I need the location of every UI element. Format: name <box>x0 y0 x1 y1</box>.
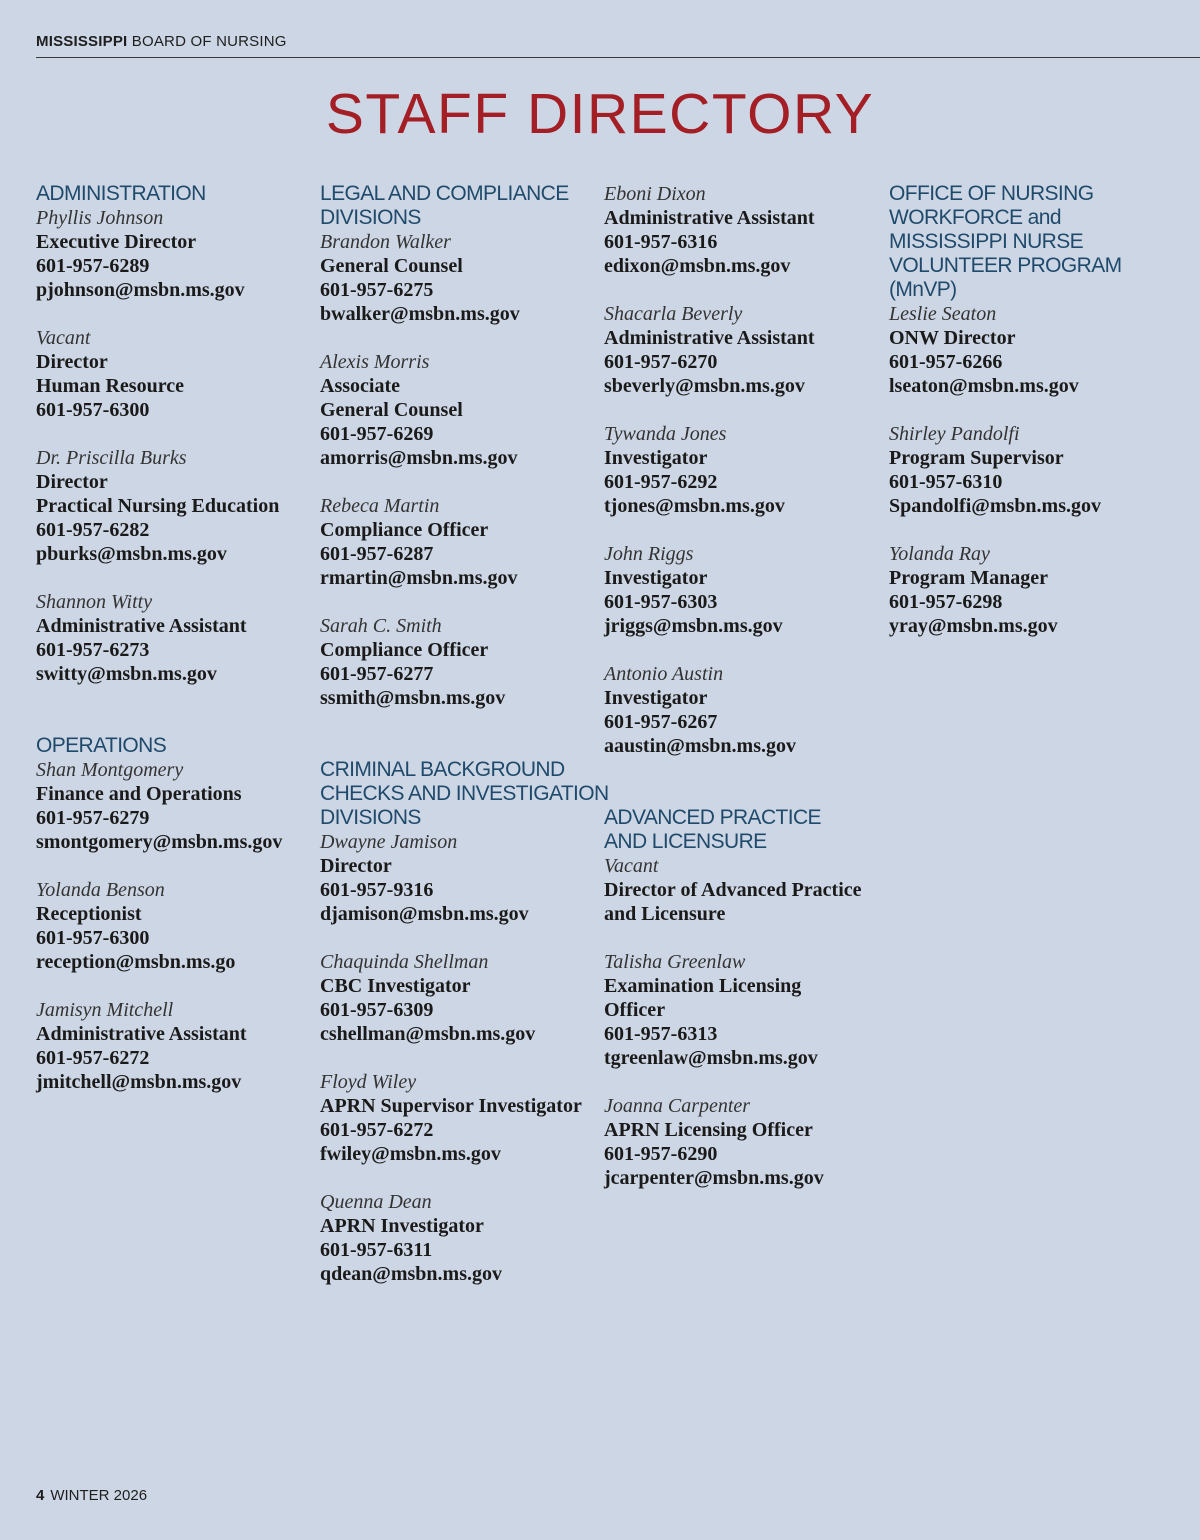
staff-name: Eboni Dixon <box>604 183 706 205</box>
staff-entry <box>320 230 610 326</box>
staff-phone[interactable]: 601-957-6275 <box>320 279 434 301</box>
staff-phone[interactable]: 601-957-6298 <box>889 591 1003 613</box>
staff-phone[interactable]: 601-957-6282 <box>36 519 150 541</box>
staff-email[interactable]: amorris@msbn.ms.gov <box>320 447 518 469</box>
issue-label: WINTER 2026 <box>50 1487 148 1504</box>
staff-title: Program Manager <box>889 567 1049 589</box>
staff-title: Investigator <box>604 567 708 589</box>
staff-phone[interactable]: 601-957-6303 <box>604 591 718 613</box>
directory-section <box>36 182 326 686</box>
staff-email[interactable]: smontgomery@msbn.ms.gov <box>36 831 283 853</box>
staff-title: Director <box>320 855 392 877</box>
staff-email[interactable]: reception@msbn.ms.go <box>36 951 236 973</box>
staff-name: Leslie Seaton <box>889 303 997 325</box>
staff-entry <box>604 1094 894 1190</box>
staff-name: Shirley Pandolfi <box>889 423 1020 445</box>
section-heading: MISSISSIPPI NURSE <box>889 230 1084 253</box>
staff-email[interactable]: bwalker@msbn.ms.gov <box>320 303 520 325</box>
staff-phone[interactable]: 601-957-6266 <box>889 351 1003 373</box>
section-spacer <box>604 758 894 806</box>
entry-spacer <box>320 326 610 350</box>
entry-spacer <box>889 398 1179 422</box>
staff-name: Antonio Austin <box>604 663 724 685</box>
staff-phone[interactable]: 601-957-6316 <box>604 231 718 253</box>
staff-email[interactable]: sbeverly@msbn.ms.gov <box>604 375 805 397</box>
masthead <box>36 33 1200 58</box>
staff-title: Finance and Operations <box>36 783 242 805</box>
directory-column-4 <box>889 182 1179 638</box>
section-heading: OFFICE OF NURSING <box>889 182 1094 205</box>
staff-name: Brandon Walker <box>320 231 451 253</box>
staff-entry <box>604 950 894 1070</box>
staff-entry <box>604 302 894 398</box>
staff-phone[interactable]: 601-957-6311 <box>320 1239 433 1261</box>
directory-section <box>320 182 610 710</box>
staff-title: Administrative Assistant <box>36 1023 247 1045</box>
staff-title: Director <box>36 471 108 493</box>
staff-name: John Riggs <box>604 543 694 565</box>
staff-entry <box>604 542 894 638</box>
staff-entry <box>36 206 326 302</box>
board-name: BOARD OF NURSING <box>131 33 287 50</box>
section-heading: ADVANCED PRACTICE <box>604 806 821 829</box>
staff-name: Jamisyn Mitchell <box>36 999 174 1021</box>
staff-email[interactable]: jriggs@msbn.ms.gov <box>604 615 783 637</box>
staff-entry <box>320 1190 610 1286</box>
staff-name: Talisha Greenlaw <box>604 951 746 973</box>
staff-email[interactable]: tgreenlaw@msbn.ms.gov <box>604 1047 818 1069</box>
staff-entry <box>320 494 610 590</box>
staff-entry <box>36 326 326 422</box>
staff-name: Dr. Priscilla Burks <box>36 447 187 469</box>
staff-title: APRN Supervisor Investigator <box>320 1095 582 1117</box>
entry-spacer <box>320 1046 610 1070</box>
staff-title: Administrative Assistant <box>604 207 815 229</box>
staff-phone[interactable]: 601-957-6290 <box>604 1143 718 1165</box>
staff-title: APRN Investigator <box>320 1215 484 1237</box>
entry-spacer <box>36 422 326 446</box>
staff-title: Investigator <box>604 447 708 469</box>
section-heading: CHECKS AND INVESTIGATION <box>320 782 609 805</box>
staff-name: Yolanda Benson <box>36 879 165 901</box>
page-number: 4 <box>36 1487 45 1504</box>
staff-phone[interactable]: 601-957-6277 <box>320 663 434 685</box>
entry-spacer <box>604 1070 894 1094</box>
entry-spacer <box>604 638 894 662</box>
staff-phone[interactable]: 601-957-6270 <box>604 351 718 373</box>
staff-name: Alexis Morris <box>320 351 430 373</box>
staff-name: Tywanda Jones <box>604 423 727 445</box>
staff-name: Floyd Wiley <box>320 1071 417 1093</box>
staff-title: Administrative Assistant <box>36 615 247 637</box>
section-heading: LEGAL AND COMPLIANCE <box>320 182 569 205</box>
directory-section <box>36 734 326 1094</box>
staff-entry <box>36 878 326 974</box>
staff-phone[interactable]: 601-957-6279 <box>36 807 150 829</box>
staff-name: Quenna Dean <box>320 1191 432 1213</box>
page-title: STAFF DIRECTORY <box>325 82 875 146</box>
section-heading: CRIMINAL BACKGROUND <box>320 758 565 781</box>
staff-title: and Licensure <box>604 903 726 925</box>
staff-name: Shannon Witty <box>36 591 153 613</box>
section-heading: AND LICENSURE <box>604 830 767 853</box>
directory-section <box>604 182 894 758</box>
entry-spacer <box>320 1166 610 1190</box>
entry-spacer <box>604 278 894 302</box>
staff-email[interactable]: Spandolfi@msbn.ms.gov <box>889 495 1102 517</box>
staff-phone[interactable]: 601-957-6292 <box>604 471 718 493</box>
staff-email[interactable]: switty@msbn.ms.gov <box>36 663 217 685</box>
staff-phone[interactable]: 601-957-6313 <box>604 1023 718 1045</box>
staff-entry <box>604 662 894 758</box>
staff-phone[interactable]: 601-957-6300 <box>36 399 150 421</box>
staff-entry <box>889 422 1179 518</box>
section-heading: VOLUNTEER PROGRAM (MnVP) <box>889 254 1122 301</box>
staff-title: Investigator <box>604 687 708 709</box>
staff-title: Compliance Officer <box>320 639 489 661</box>
staff-entry <box>889 542 1179 638</box>
directory-column-3 <box>604 182 894 1190</box>
staff-entry <box>36 758 326 854</box>
staff-title: Associate <box>320 375 400 397</box>
directory-column-1 <box>36 182 326 1094</box>
staff-title: Executive Director <box>36 231 197 253</box>
entry-spacer <box>320 590 610 614</box>
staff-phone[interactable]: 601-957-6287 <box>320 543 434 565</box>
staff-title: Program Supervisor <box>889 447 1064 469</box>
staff-email[interactable]: fwiley@msbn.ms.gov <box>320 1143 501 1165</box>
staff-phone[interactable]: 601-957-6272 <box>36 1047 150 1069</box>
staff-title: Administrative Assistant <box>604 327 815 349</box>
staff-title: Receptionist <box>36 903 142 925</box>
entry-spacer <box>36 974 326 998</box>
staff-email[interactable]: jcarpenter@msbn.ms.gov <box>604 1167 824 1189</box>
staff-email[interactable]: djamison@msbn.ms.gov <box>320 903 529 925</box>
section-spacer <box>36 686 326 734</box>
staff-email[interactable]: cshellman@msbn.ms.gov <box>320 1023 536 1045</box>
staff-entry <box>320 614 610 710</box>
directory-section <box>320 758 610 1286</box>
entry-spacer <box>604 926 894 950</box>
staff-phone[interactable]: 601-957-6273 <box>36 639 150 661</box>
staff-phone[interactable]: 601-957-6267 <box>604 711 718 733</box>
staff-email[interactable]: yray@msbn.ms.gov <box>889 615 1058 637</box>
staff-email[interactable]: pjohnson@msbn.ms.gov <box>36 279 245 301</box>
staff-title: Practical Nursing Education <box>36 495 280 517</box>
staff-entry <box>889 302 1179 398</box>
section-heading: DIVISIONS <box>320 806 421 829</box>
staff-phone[interactable]: 601-957-6289 <box>36 255 150 277</box>
section-heading: DIVISIONS <box>320 206 421 229</box>
staff-entry <box>320 830 610 926</box>
staff-entry <box>36 590 326 686</box>
staff-title: General Counsel <box>320 399 463 421</box>
staff-title: Director <box>36 351 108 373</box>
staff-title: Compliance Officer <box>320 519 489 541</box>
staff-name: Rebeca Martin <box>320 495 440 517</box>
staff-title: Officer <box>604 999 666 1021</box>
staff-email[interactable]: edixon@msbn.ms.gov <box>604 255 791 277</box>
staff-name: Vacant <box>604 855 659 877</box>
staff-title: Examination Licensing <box>604 975 802 997</box>
entry-spacer <box>320 470 610 494</box>
staff-email[interactable]: tjones@msbn.ms.gov <box>604 495 785 517</box>
entry-spacer <box>604 518 894 542</box>
entry-spacer <box>36 854 326 878</box>
staff-entry <box>604 182 894 278</box>
staff-email[interactable]: aaustin@msbn.ms.gov <box>604 735 796 757</box>
staff-name: Yolanda Ray <box>889 543 990 565</box>
staff-email[interactable]: rmartin@msbn.ms.gov <box>320 567 518 589</box>
staff-email[interactable]: jmitchell@msbn.ms.gov <box>36 1071 242 1093</box>
staff-entry <box>320 950 610 1046</box>
staff-name: Shacarla Beverly <box>604 303 743 325</box>
staff-email[interactable]: pburks@msbn.ms.gov <box>36 543 227 565</box>
staff-title: General Counsel <box>320 255 463 277</box>
staff-phone[interactable]: 601-957-6309 <box>320 999 434 1021</box>
staff-phone[interactable]: 601-957-6300 <box>36 927 150 949</box>
staff-email[interactable]: ssmith@msbn.ms.gov <box>320 687 506 709</box>
staff-title: CBC Investigator <box>320 975 471 997</box>
staff-title: Director of Advanced Practice <box>604 879 862 901</box>
page-footer <box>36 1487 147 1504</box>
staff-email[interactable]: lseaton@msbn.ms.gov <box>889 375 1079 397</box>
staff-name: Chaquinda Shellman <box>320 951 489 973</box>
staff-name: Sarah C. Smith <box>320 615 442 637</box>
staff-phone[interactable]: 601-957-6269 <box>320 423 434 445</box>
staff-entry <box>36 446 326 566</box>
directory-section <box>604 806 894 1190</box>
staff-name: Joanna Carpenter <box>604 1095 751 1117</box>
section-heading: ADMINISTRATION <box>36 182 206 205</box>
publication-name: MISSISSIPPI <box>36 33 128 50</box>
staff-entry <box>604 422 894 518</box>
staff-name: Dwayne Jamison <box>320 831 458 853</box>
staff-phone[interactable]: 601-957-6310 <box>889 471 1003 493</box>
directory-column-2 <box>320 182 610 1286</box>
section-heading: OPERATIONS <box>36 734 167 757</box>
staff-name: Phyllis Johnson <box>36 207 164 229</box>
entry-spacer <box>36 566 326 590</box>
staff-email[interactable]: qdean@msbn.ms.gov <box>320 1263 502 1285</box>
staff-phone[interactable]: 601-957-6272 <box>320 1119 434 1141</box>
section-spacer <box>320 710 610 758</box>
staff-entry <box>320 1070 610 1166</box>
staff-name: Shan Montgomery <box>36 759 184 781</box>
entry-spacer <box>604 398 894 422</box>
staff-title: APRN Licensing Officer <box>604 1119 813 1141</box>
directory-section <box>889 182 1179 638</box>
staff-entry <box>604 854 894 926</box>
section-heading: WORKFORCE and <box>889 206 1061 229</box>
staff-name: Vacant <box>36 327 91 349</box>
staff-title: ONW Director <box>889 327 1016 349</box>
staff-entry <box>36 998 326 1094</box>
entry-spacer <box>36 302 326 326</box>
staff-title: Human Resource <box>36 375 184 397</box>
staff-entry <box>320 350 610 470</box>
entry-spacer <box>320 926 610 950</box>
staff-phone[interactable]: 601-957-9316 <box>320 879 434 901</box>
entry-spacer <box>889 518 1179 542</box>
